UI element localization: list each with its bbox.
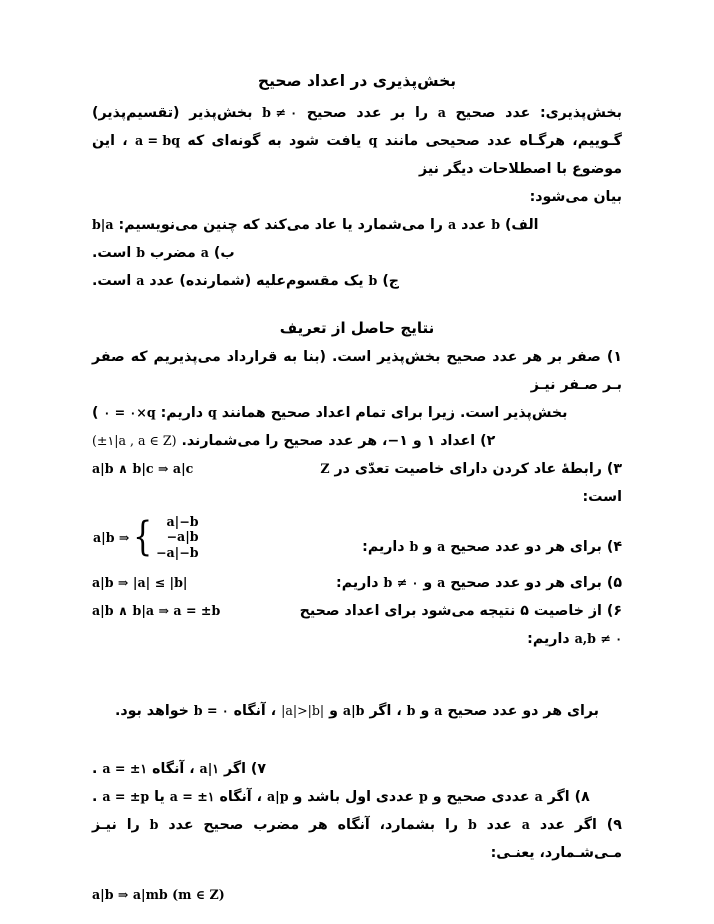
result-text-7b: ، آنگاه — [152, 760, 195, 777]
math-ab-neq-zero: a,b ≠ ۰ — [574, 630, 622, 646]
math-q: q — [368, 133, 378, 149]
definition-paragraph — [92, 99, 622, 183]
form-label-be: ب) — [213, 245, 235, 262]
math-a: a — [437, 538, 446, 554]
result-text-1a: صفر بر هر عدد صحیح بخش‌پذیر است. (بنا به قرارداد می‌پذیریم که صفر بـر صـفر نیـز — [92, 348, 622, 393]
result-text-8e: یا — [154, 788, 165, 805]
math-a-equals-bq: a = bq — [134, 133, 181, 149]
result-text-8f: . — [92, 788, 98, 805]
result-item-5 — [92, 569, 622, 597]
math-plusminus-one-divides-a: (±۱|a , a ∈ Z) — [92, 432, 177, 448]
math-a: a — [447, 217, 457, 233]
form-label-alef: الف) — [504, 217, 539, 234]
result-text-3a: رابطهٔ عاد کردن دارای خاصیت تعدّی در — [334, 460, 602, 477]
formula-transitivity: a|b ∧ b|c ⇒ a|c — [92, 460, 194, 476]
result-text-1c: داریم: — [160, 404, 204, 421]
corollary-text-6: خواهد بود. — [114, 702, 189, 719]
result-item-7 — [92, 755, 622, 783]
result-text-6b: داریم: — [527, 630, 570, 647]
math-z: Z — [320, 460, 330, 476]
math-a: a — [437, 574, 446, 590]
corollary-text-2: و — [420, 702, 430, 719]
math-b: b — [149, 816, 159, 832]
form-item-alef — [92, 211, 622, 239]
math-q: q — [208, 404, 217, 420]
math-a: a — [200, 245, 209, 261]
result-item-4 — [92, 511, 622, 569]
result-item-1-line-2 — [92, 399, 622, 427]
result-number-3: ۳) — [606, 460, 622, 477]
result-number-5: ۵) — [606, 574, 622, 591]
page-title: بخش‌پذیری در اعداد صحیح — [257, 72, 457, 90]
result-item-9 — [92, 811, 622, 867]
result-number-9: ۹) — [606, 816, 622, 833]
math-b-neq-zero: b ≠ ۰ — [262, 105, 298, 121]
form-label-jim: ج) — [382, 273, 400, 290]
result-number-2: ۲) — [480, 432, 496, 449]
math-b: b — [368, 273, 378, 289]
result-number-7: ۷) — [250, 760, 267, 777]
form-text-alef-1: عدد — [461, 217, 487, 234]
result-item-3 — [92, 455, 622, 511]
document-body — [92, 70, 622, 909]
math-a: a — [437, 105, 446, 121]
definition-text-5: یافت شود به گونه‌ای که — [187, 133, 362, 150]
math-b: b — [136, 245, 145, 261]
case-line-2: −a|b — [166, 529, 199, 545]
formula-sign-cases-items — [156, 514, 199, 561]
corollary-text-3: ، اگر — [369, 702, 402, 719]
result-text-1b: بخش‌پذیر است. زیرا برای تمام اعداد صحیح همانند — [221, 404, 568, 421]
definition-text-2: را بر عدد صحیح — [306, 105, 429, 122]
formula-mutual-divisibility: a|b ∧ b|a ⇒ a = ±b — [92, 602, 221, 618]
result-text-2: اعداد ۱ و ۱−، هر عدد صحیح را می‌شمارند. — [181, 432, 476, 449]
math-b-neq-zero: b ≠ ۰ — [383, 574, 419, 590]
vertical-gap-3 — [92, 867, 622, 881]
result-text-5b: داریم: — [336, 574, 379, 591]
math-a-divides-one: a|۱ — [199, 760, 220, 776]
math-a: a — [136, 273, 145, 289]
result-text-9a: اگر عدد — [539, 816, 597, 833]
math-a-equals-plusminus-one: a = ±۱ — [169, 788, 215, 804]
result-item-1-line-1 — [92, 343, 622, 399]
result-text-8a: اگر — [547, 788, 570, 805]
result-text-9b: عدد — [486, 816, 512, 833]
math-b-divides-a: b|a — [92, 217, 114, 233]
result-text-6a: از خاصیت ۵ نتیجه می‌شود برای اعداد صحیح — [299, 602, 602, 619]
result-number-1: ۱) — [606, 348, 622, 365]
form-text-be-2: است. — [92, 245, 132, 262]
formula-sign-cases — [92, 514, 199, 561]
form-text-be-1: مضرب — [149, 245, 196, 262]
math-b: b — [406, 702, 416, 718]
form-text-alef-2: را می‌شمارد یا عاد می‌کند که چنین می‌نویسیم: — [118, 217, 443, 234]
math-b: b — [491, 217, 500, 233]
definition-text-1: بخش‌پذیری: عدد صحیح — [455, 105, 622, 122]
math-a: a — [434, 702, 443, 718]
result-text-7c: . — [92, 760, 98, 777]
result-text-4mid: و — [423, 538, 433, 555]
result-text-9c: را بشمارد، آنگاه هر مضرب صحیح عدد — [168, 816, 459, 833]
formula-multiple-divisibility: a|b ⇒ a|mb (m ∈ Z) — [92, 886, 225, 902]
formula-abs-inequality: a|b ⇒ |a| ≤ |b| — [92, 574, 188, 590]
result-text-5mid: و — [423, 574, 433, 591]
math-p: p — [419, 788, 428, 804]
result-text-8c: عددی اول باشد و — [293, 788, 415, 805]
result-text-4b: داریم: — [362, 538, 405, 555]
result-number-4: ۴) — [606, 538, 622, 555]
result-item-2 — [92, 427, 622, 455]
form-text-jim-2: است. — [92, 273, 132, 290]
math-b-equals-zero: b = ۰ — [193, 702, 229, 718]
math-a: a — [521, 816, 530, 832]
result-item-6 — [92, 597, 622, 653]
math-zero-equals-zero-times-q: ۰ = ۰×q — [103, 404, 156, 420]
corollary-paragraph — [92, 697, 622, 725]
result-text-4a: برای هر دو عدد صحیح — [450, 538, 602, 555]
math-a-equals-plusminus-p: a = ±p — [102, 788, 150, 804]
result-item-8 — [92, 783, 622, 811]
result-number-6: ۶) — [606, 602, 622, 619]
definition-paragraph-end: بیان می‌شود: — [529, 189, 622, 206]
corollary-text-4: و — [329, 702, 338, 719]
math-b: b — [409, 538, 419, 554]
result-number-8: ۸) — [574, 788, 590, 805]
result-text-5a: برای هر دو عدد صحیح — [450, 574, 602, 591]
corollary-text-5: ، آنگاه — [233, 702, 277, 719]
math-a-divides-b: a|b — [342, 702, 365, 718]
form-item-be — [92, 239, 622, 267]
math-a-divides-p: a|p — [266, 788, 289, 804]
math-a-equals-plusminus-one: a = ±۱ — [102, 760, 148, 776]
result-text-8b: عددی صحیح و — [432, 788, 530, 805]
case-line-3: −a|−b — [155, 544, 199, 560]
definition-text-3: بخش‌پذیر (تقسیم‌پذیر) گـوییم، هرگـاه — [92, 105, 622, 150]
vertical-gap-2 — [92, 725, 622, 755]
formula-sign-cases-lhs: a|b ⇒ — [93, 529, 130, 545]
math-abs-a-greater-abs-b: |a|>|b| — [281, 702, 325, 718]
case-line-1: a|−b — [166, 513, 199, 529]
results-heading: نتایج حاصل از تعریف — [279, 319, 435, 338]
result-text-8d: ، آنگاه — [219, 788, 262, 805]
definition-text-4: عدد صحیحی مانند — [384, 133, 513, 150]
result-text-3b: است: — [582, 488, 622, 505]
left-brace-glyph: { — [133, 513, 153, 560]
definition-text-6: ، این موضوع با اصطلاحات دیگر نیز — [92, 133, 622, 178]
form-text-jim-1: یک مقسوم‌علیه (شمارنده) عدد — [149, 273, 364, 290]
result-text-7a: اگر — [224, 760, 246, 777]
vertical-gap-1 — [92, 653, 622, 697]
math-b: b — [467, 816, 477, 832]
math-a: a — [534, 788, 543, 804]
result-text-9d: را نیـز مـی‌شـمارد، یعنـی: — [92, 816, 622, 861]
result-text-1d: ) — [92, 404, 99, 421]
form-item-jim — [92, 267, 622, 295]
corollary-text-1: برای هر دو عدد صحیح — [447, 702, 600, 719]
